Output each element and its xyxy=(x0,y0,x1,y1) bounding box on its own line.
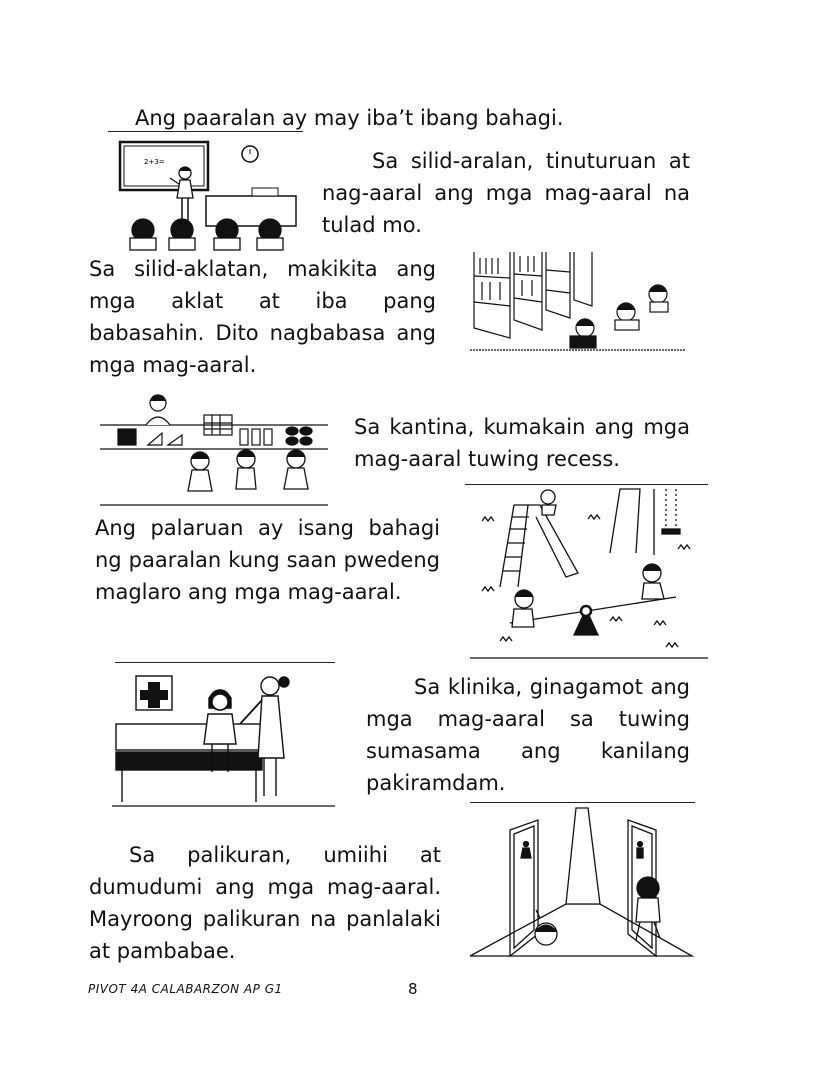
canteen-illustration xyxy=(100,395,328,510)
clinic-top-line xyxy=(115,662,335,663)
restroom-text: Sa palikuran, umiihi at dumudumi ang mga mag-aaral. Mayroong palikuran na panlalaki at pambabae. xyxy=(89,843,441,963)
page-number: 8 xyxy=(408,980,418,998)
page-title: Ang paaralan ay may iba’t ibang bahagi. xyxy=(135,106,564,130)
clinic-text: Sa klinika, ginagamot ang mga mag-aaral sa tuwing sumasama ang kanilang pakiramdam. xyxy=(366,675,690,795)
playground-illustration xyxy=(470,487,708,659)
restroom-top-line xyxy=(470,802,695,803)
playground-top-line xyxy=(465,484,708,485)
library-illustration xyxy=(470,250,685,355)
classroom-illustration xyxy=(110,138,305,256)
classroom-text: Sa silid-aralan, tinuturuan at nag-aaral ang mga mag-aaral na tulad mo. xyxy=(322,149,690,237)
playground-text: Ang palaruan ay isang bahagi ng paaralan kung saan pwedeng maglaro ang mga mag-aaral. xyxy=(95,516,440,604)
restroom-illustration xyxy=(466,806,698,966)
board-writing: 2+3= xyxy=(144,158,165,166)
library-text: Sa silid-aklatan, makikita ang mga aklat at iba pang babasahin. Dito nagbabasa ang mga mag-aaral. xyxy=(89,257,436,377)
title-underline xyxy=(108,131,303,132)
clinic-illustration xyxy=(112,668,337,808)
footer-label: PIVOT 4A CALABARZON AP G1 xyxy=(88,982,283,996)
canteen-text: Sa kantina, kumakain ang mga mag-aaral tuwing recess. xyxy=(354,415,690,471)
